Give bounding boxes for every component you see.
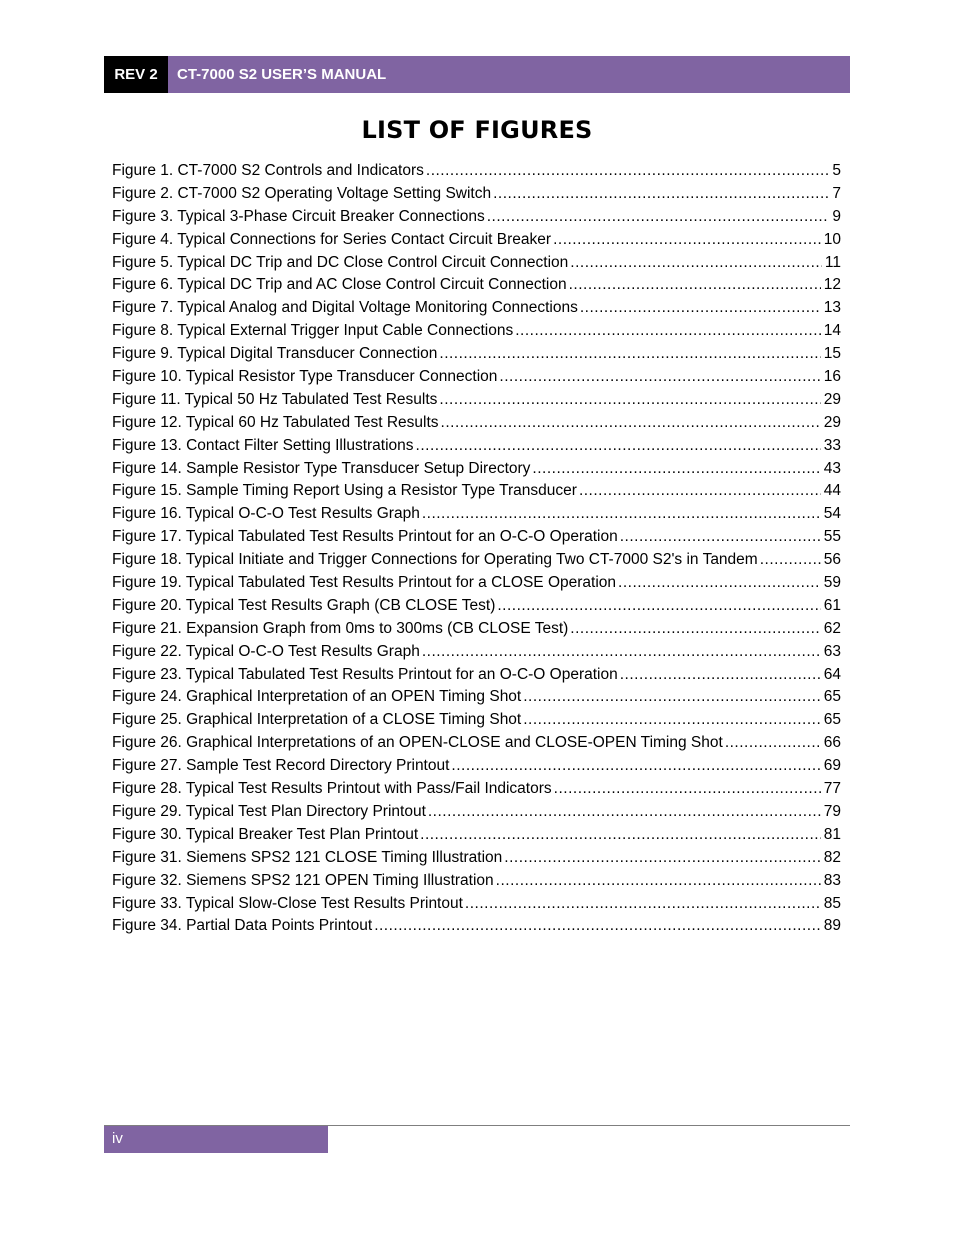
figure-entry-page: 65 (823, 711, 841, 729)
dot-leader (374, 915, 821, 938)
dot-leader (570, 618, 820, 641)
page-title: LIST OF FIGURES (361, 116, 593, 144)
figure-entry-page: 65 (823, 688, 841, 706)
dot-leader (760, 549, 821, 572)
figure-entry-page: 14 (823, 322, 841, 340)
figure-entry-label: Figure 13. Contact Filter Setting Illustrations (112, 436, 414, 454)
figure-entry[interactable] (112, 252, 841, 275)
figure-entry-label: Figure 12. Typical 60 Hz Tabulated Test Results (112, 413, 439, 431)
dot-leader (496, 870, 821, 893)
figure-entry-label: Figure 33. Typical Slow-Close Test Results Printout (112, 894, 463, 912)
figure-entry[interactable] (112, 526, 841, 549)
figure-entry[interactable] (112, 389, 841, 412)
figure-entry[interactable] (112, 915, 841, 938)
dot-leader (523, 709, 821, 732)
dot-leader (439, 389, 820, 412)
figure-entry[interactable] (112, 870, 841, 893)
figure-entry-label: Figure 21. Expansion Graph from 0ms to 300ms (CB CLOSE Test) (112, 619, 569, 637)
figure-entry-label: Figure 1. CT-7000 S2 Controls and Indicators (112, 162, 424, 179)
dot-leader (725, 732, 821, 755)
figure-entry-label: Figure 15. Sample Timing Report Using a Resistor Type Transducer (112, 482, 577, 500)
figure-entry-page: 44 (823, 482, 841, 500)
figure-entry-label: Figure 7. Typical Analog and Digital Voltage Monitoring Connections (112, 299, 578, 317)
dot-leader (618, 572, 821, 595)
figure-entry-label: Figure 29. Typical Test Plan Directory Printout (112, 802, 426, 820)
figure-entry-page: 55 (823, 528, 841, 546)
figure-entry[interactable] (112, 480, 841, 503)
figure-entry-label: Figure 23. Typical Tabulated Test Results Printout for an O-C-O Operation (112, 665, 618, 683)
dot-leader (504, 847, 820, 870)
figure-entry-page: 64 (823, 665, 841, 683)
figure-entry-label: Figure 22. Typical O-C-O Test Results Graph (112, 642, 420, 660)
figure-entry-label: Figure 14. Sample Resistor Type Transducer Setup Directory (112, 459, 531, 477)
figure-entry[interactable] (112, 595, 841, 618)
dot-leader (523, 686, 821, 709)
dot-leader (515, 320, 821, 343)
figure-entry[interactable] (112, 755, 841, 778)
figure-entry[interactable] (112, 320, 841, 343)
figure-entry-page: 13 (823, 299, 841, 317)
dot-leader (570, 252, 822, 275)
figure-entry-label: Figure 28. Typical Test Results Printout with Pass/Fail Indicators (112, 780, 552, 798)
figure-entry[interactable] (112, 458, 841, 481)
figure-entry[interactable] (112, 503, 841, 526)
figure-entry-page: 59 (823, 574, 841, 592)
figure-entry[interactable] (112, 229, 841, 252)
figure-entry[interactable] (112, 847, 841, 870)
dot-leader (620, 664, 821, 687)
figure-entry[interactable] (112, 435, 841, 458)
dot-leader (620, 526, 821, 549)
figure-entry-page: 63 (823, 642, 841, 660)
figure-entry[interactable] (112, 206, 841, 229)
figure-entry-label: Figure 6. Typical DC Trip and AC Close Control Circuit Connection (112, 276, 567, 294)
figure-entry-label: Figure 18. Typical Initiate and Trigger Connections for Operating Two CT-7000 S2's in Tandem (112, 551, 758, 569)
figure-entry-label: Figure 2. CT-7000 S2 Operating Voltage Setting Switch (112, 184, 492, 202)
figure-entry[interactable] (112, 618, 841, 641)
figure-entry-label: Figure 26. Graphical Interpretations of an OPEN-CLOSE and CLOSE-OPEN Timing Shot (112, 734, 723, 752)
figure-entry[interactable] (112, 183, 841, 206)
figure-entry[interactable] (112, 572, 841, 595)
figure-entry[interactable] (112, 549, 841, 572)
dot-leader (493, 183, 829, 206)
dot-leader (426, 160, 829, 183)
dot-leader (579, 480, 821, 503)
figure-entry-page: 29 (823, 390, 841, 408)
dot-leader (499, 366, 820, 389)
figure-entry-label: Figure 24. Graphical Interpretation of an OPEN Timing Shot (112, 688, 522, 706)
dot-leader (422, 503, 821, 526)
figure-entry[interactable] (112, 297, 841, 320)
figure-entry[interactable] (112, 412, 841, 435)
figure-entry[interactable] (112, 778, 841, 801)
figure-entry-page: 66 (823, 734, 841, 752)
figure-entry-label: Figure 31. Siemens SPS2 121 CLOSE Timing Illustration (112, 848, 503, 866)
figure-entry-page: 89 (823, 917, 841, 935)
figure-entry-page: 15 (823, 345, 841, 363)
figure-entry[interactable] (112, 641, 841, 664)
figure-entry-label: Figure 9. Typical Digital Transducer Connection (112, 345, 438, 363)
figure-entry-page: 9 (832, 207, 841, 225)
revision-label: REV 2 (104, 56, 168, 93)
figure-entry-page: 54 (823, 505, 841, 523)
figure-entry[interactable] (112, 824, 841, 847)
figure-entry-label: Figure 32. Siemens SPS2 121 OPEN Timing Illustration (112, 871, 494, 889)
figure-entry[interactable] (112, 893, 841, 916)
dot-leader (441, 412, 821, 435)
figure-entry-page: 79 (823, 802, 841, 820)
figure-entry-page: 69 (823, 757, 841, 775)
figure-entry-label: Figure 30. Typical Breaker Test Plan Printout (112, 825, 419, 843)
dot-leader (554, 778, 821, 801)
dot-leader (451, 755, 820, 778)
dot-leader (428, 801, 821, 824)
figure-entry[interactable] (112, 664, 841, 687)
figure-entry-label: Figure 17. Typical Tabulated Test Results Printout for an O-C-O Operation (112, 528, 618, 546)
dot-leader (439, 343, 820, 366)
figure-entry[interactable] (112, 709, 841, 732)
figure-entry[interactable] (112, 343, 841, 366)
figure-entry-label: Figure 4. Typical Connections for Series Contact Circuit Breaker (112, 230, 552, 248)
figure-entry-label: Figure 3. Typical 3-Phase Circuit Breaker Connections (112, 207, 485, 225)
figure-entry-label: Figure 5. Typical DC Trip and DC Close Control Circuit Connection (112, 253, 569, 271)
page-number: iv (104, 1126, 328, 1153)
figure-entry-page: 77 (823, 780, 841, 798)
figure-entry-page: 82 (823, 848, 841, 866)
dot-leader (569, 274, 821, 297)
page-header (104, 56, 850, 93)
figure-entry[interactable] (112, 686, 841, 709)
figure-entry-page: 11 (824, 253, 841, 271)
figure-entry-label: Figure 11. Typical 50 Hz Tabulated Test Results (112, 390, 438, 408)
figure-entry-page: 61 (823, 596, 841, 614)
figure-entry-page: 83 (823, 871, 841, 889)
dot-leader (465, 893, 821, 916)
dot-leader (487, 206, 830, 229)
figure-entry[interactable] (112, 801, 841, 824)
figure-entry[interactable] (112, 366, 841, 389)
figure-entry-label: Figure 10. Typical Resistor Type Transducer Connection (112, 368, 498, 386)
manual-title: CT-7000 S2 USER’S MANUAL (168, 56, 850, 93)
figure-entry-page: 7 (832, 184, 841, 202)
dot-leader (422, 641, 821, 664)
figure-entry-page: 10 (823, 230, 841, 248)
dot-leader (580, 297, 821, 320)
figure-entry-label: Figure 16. Typical O-C-O Test Results Graph (112, 505, 420, 523)
figure-entry-label: Figure 19. Typical Tabulated Test Results Printout for a CLOSE Operation (112, 574, 617, 592)
figure-entry[interactable] (112, 274, 841, 297)
figure-entry[interactable] (112, 732, 841, 755)
figure-entry-label: Figure 20. Typical Test Results Graph (CB CLOSE Test) (112, 596, 496, 614)
figure-entry-page: 85 (823, 894, 841, 912)
figure-entry-page: 81 (823, 825, 841, 843)
figure-entry-page: 16 (823, 368, 841, 386)
figure-entry-label: Figure 25. Graphical Interpretation of a CLOSE Timing Shot (112, 711, 522, 729)
dot-leader (416, 435, 821, 458)
figure-entry-page: 12 (823, 276, 841, 294)
figure-entry-label: Figure 27. Sample Test Record Directory Printout (112, 757, 450, 775)
dot-leader (553, 229, 821, 252)
dot-leader (532, 458, 820, 481)
figure-entry-page: 62 (823, 619, 841, 637)
figure-entry-page: 56 (823, 551, 841, 569)
figure-entry-label: Figure 34. Partial Data Points Printout (112, 917, 373, 935)
figure-entry-page: 43 (823, 459, 841, 477)
figure-entry-label: Figure 8. Typical External Trigger Input Cable Connections (112, 322, 514, 340)
dot-leader (497, 595, 820, 618)
figure-entry-page: 29 (823, 413, 841, 431)
figure-entry[interactable] (112, 160, 841, 183)
figure-entry-page: 33 (823, 436, 841, 454)
figure-list (112, 160, 841, 938)
figure-entry-page: 5 (832, 162, 841, 179)
dot-leader (420, 824, 821, 847)
